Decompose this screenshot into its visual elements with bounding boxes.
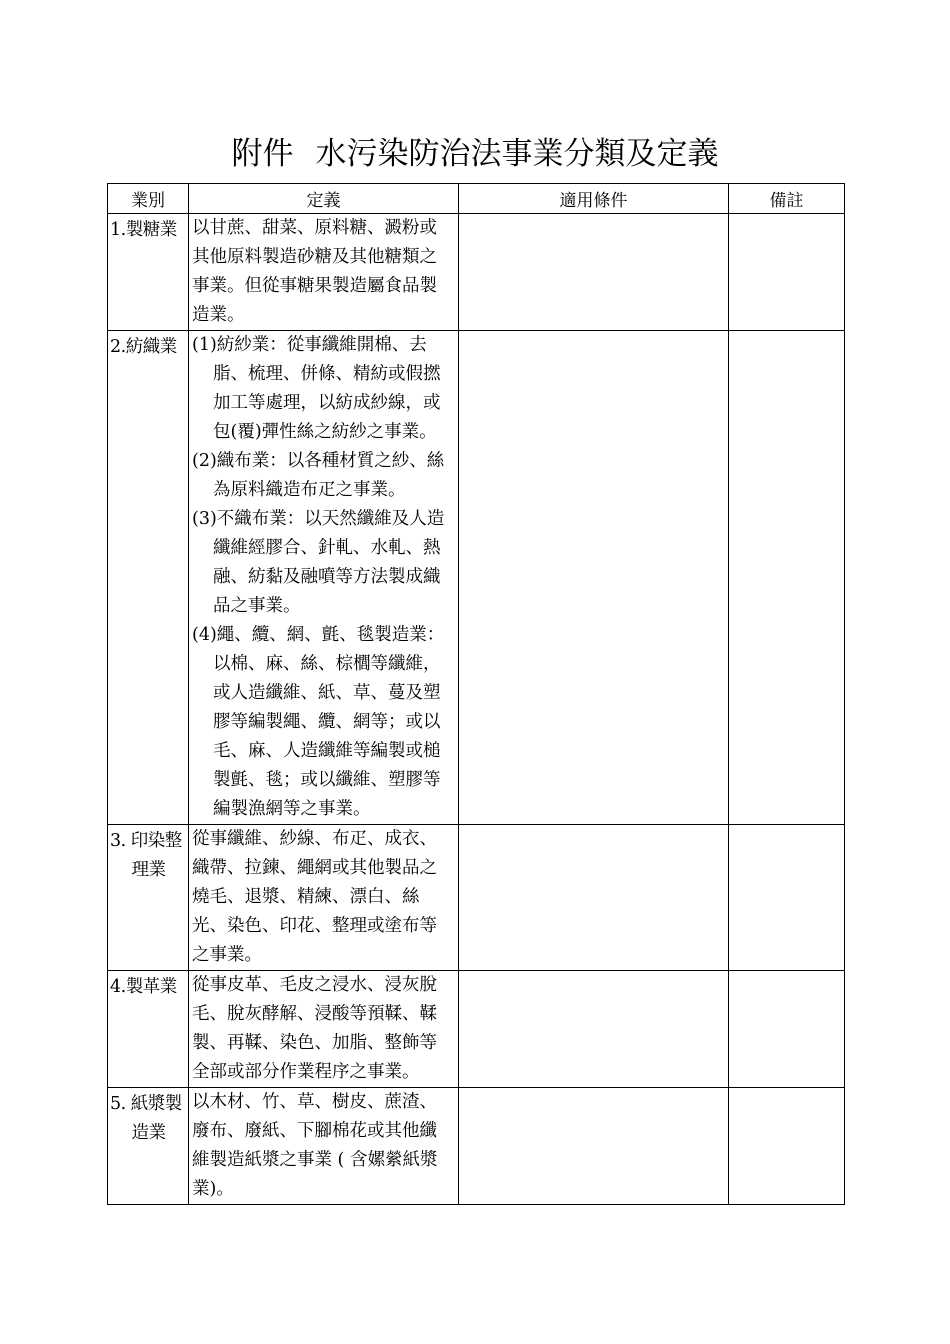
table-body (108, 214, 845, 1205)
conditions-cell (459, 214, 729, 331)
definition-line: 製、再鞣、染色、加脂、整飾等 (192, 1033, 437, 1053)
definition-line: 事業。但從事糖果製造屬食品製 (192, 276, 437, 296)
header-category: 業別 (108, 184, 189, 214)
definition-line: 燒毛、退漿、精練、漂白、絲 (192, 887, 420, 907)
classification-table (107, 183, 845, 1205)
definition-line: 為原料織造布疋之事業。 (213, 480, 406, 500)
definition-line: 脂、梳理、併條、精紡或假撚 (213, 364, 441, 384)
category-line: 2.紡織業 (110, 337, 177, 357)
conditions-cell (459, 825, 729, 971)
definition-line: 維製造紙漿之事業 ( 含嫘縈紙漿 (192, 1150, 438, 1170)
definition-line: (3)不織布業：以天然纖維及人造 (192, 509, 445, 529)
remarks-cell (729, 1088, 845, 1205)
definition-line: 光、染色、印花、整理或塗布等 (192, 916, 437, 936)
table-header-row (108, 184, 845, 214)
definition-line: (4)繩、纜、網、氈、毯製造業： (192, 625, 445, 645)
definition-line: 以棉、麻、絲、棕櫚等纖維， (213, 654, 441, 674)
definition-line: 以甘蔗、甜菜、原料糖、澱粉或 (192, 218, 437, 238)
definition-line: 其他原料製造砂糖及其他糖類之 (192, 247, 437, 267)
definition-cell (189, 331, 459, 825)
definition-line: 從事皮革、毛皮之浸水、浸灰脫 (192, 975, 437, 995)
category-cell (108, 331, 189, 825)
definition-line: 以木材、竹、草、樹皮、蔗渣、 (192, 1092, 437, 1112)
conditions-cell (459, 971, 729, 1088)
table-row (108, 1088, 845, 1205)
category-line: 造業 (131, 1123, 166, 1143)
definition-line: 品之事業。 (213, 596, 301, 616)
title-prefix: 附件 (231, 136, 294, 172)
table-row (108, 214, 845, 331)
definition-line: (1)紡紗業：從事纖維開棉、去 (192, 335, 427, 355)
table-row (108, 331, 845, 825)
definition-line: 加工等處理，以紡成紗線，或 (213, 393, 441, 413)
definition-cell (189, 1088, 459, 1205)
definition-line: 製氈、毯；或以纖維、塑膠等 (213, 770, 441, 790)
definition-line: 從事纖維、紗線、布疋、成衣、 (192, 829, 437, 849)
remarks-cell (729, 971, 845, 1088)
remarks-cell (729, 331, 845, 825)
remarks-cell (729, 214, 845, 331)
definition-cell (189, 971, 459, 1088)
definition-line: 廢布、廢紙、下腳棉花或其他纖 (192, 1121, 437, 1141)
definition-line: 包(覆)彈性絲之紡紗之事業。 (213, 422, 437, 442)
category-line: 4.製革業 (110, 977, 177, 997)
definition-line: 毛、麻、人造纖維等編製或槌 (213, 741, 441, 761)
category-cell (108, 825, 189, 971)
definition-cell (189, 214, 459, 331)
category-line: 1.製糖業 (110, 220, 177, 240)
definition-line: (2)織布業：以各種材質之紗、絲 (192, 451, 445, 471)
header-definition: 定義 (189, 184, 459, 214)
definition-line: 全部或部分作業程序之事業。 (192, 1062, 420, 1082)
header-remarks: 備註 (729, 184, 845, 214)
title-main: 水污染防治法事業分類及定義 (315, 136, 719, 172)
header-conditions: 適用條件 (459, 184, 729, 214)
category-line: 3. 印染整 (110, 831, 182, 851)
definition-line: 或人造纖維、紙、草、蔓及塑 (213, 683, 441, 703)
table-row (108, 971, 845, 1088)
category-line: 5. 紙漿製 (110, 1094, 182, 1114)
category-cell (108, 971, 189, 1088)
page-title (0, 132, 950, 176)
definition-line: 業)。 (192, 1179, 234, 1199)
remarks-cell (729, 825, 845, 971)
definition-line: 編製漁網等之事業。 (213, 799, 371, 819)
definition-line: 之事業。 (192, 945, 262, 965)
category-cell (108, 214, 189, 331)
definition-line: 毛、脫灰酵解、浸酸等預鞣、鞣 (192, 1004, 437, 1024)
definition-line: 膠等編製繩、纜、網等；或以 (213, 712, 441, 732)
definition-line: 造業。 (192, 305, 245, 325)
conditions-cell (459, 1088, 729, 1205)
definition-cell (189, 825, 459, 971)
table-row (108, 825, 845, 971)
category-line: 理業 (131, 860, 166, 880)
conditions-cell (459, 331, 729, 825)
definition-line: 融、紡黏及融噴等方法製成織 (213, 567, 441, 587)
definition-line: 織帶、拉鍊、繩網或其他製品之 (192, 858, 437, 878)
definition-line: 纖維經膠合、針軋、水軋、熱 (213, 538, 441, 558)
category-cell (108, 1088, 189, 1205)
